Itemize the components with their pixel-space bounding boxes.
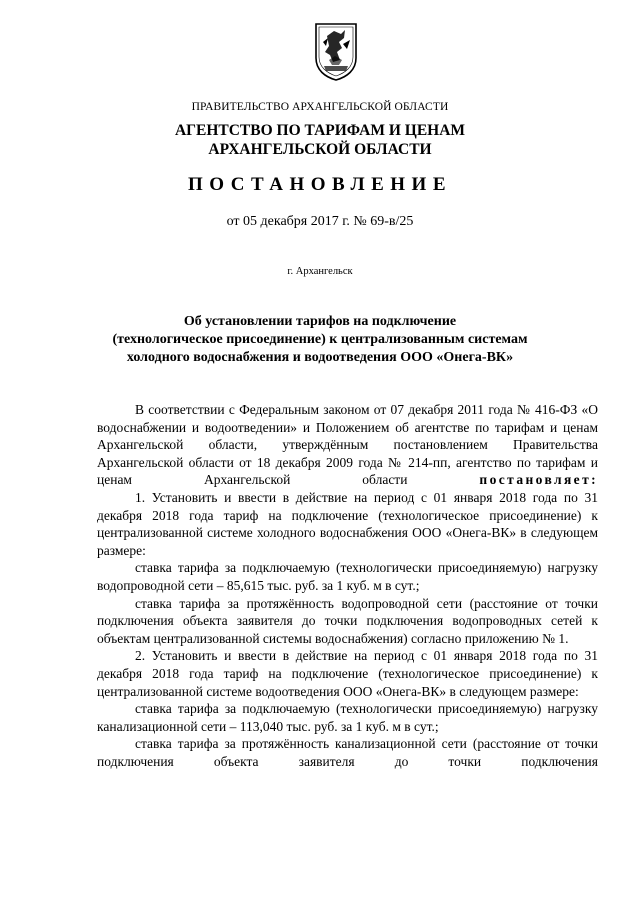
agency-name-line-2: АРХАНГЕЛЬСКОЙ ОБЛАСТИ (208, 141, 432, 158)
coat-of-arms-icon (313, 22, 359, 82)
document-type-title: ПОСТАНОВЛЕНИЕ (187, 174, 453, 195)
document-date-number: от 05 декабря 2017 г. № 69-в/25 (226, 214, 414, 229)
item-1-rate-length: ставка тарифа за протяжённость водопроводной сети (расстояние от точки подключения объекта заявителя до точки подключения водопроводных сетей к объектам централизованной системы водоснабжения) согласно приложению № 1. (97, 595, 598, 646)
document-city: г. Архангельск (287, 266, 353, 277)
intro-text: В соответствии с Федеральным законом от 07 декабря 2011 года № 416-ФЗ «О водоснабжении и водоотведении» и Положением об агентстве по тарифам и ценам Архангельской области, утверждённым постановлением Правительства Архангельской области от 18 декабря 2009 года № 214-пп, агентство по тарифам и ценам Архангельской области (97, 402, 598, 488)
agency-name-line-1: АГЕНТСТВО ПО ТАРИФАМ И ЦЕНАМ (174, 122, 466, 139)
subject-line-2: (технологическое присоединение) к централизованным системам (112, 332, 528, 347)
government-name: ПРАВИТЕЛЬСТВО АРХАНГЕЛЬСКОЙ ОБЛАСТИ (191, 101, 449, 113)
document-body (97, 401, 598, 770)
item-2-rate-load: ставка тарифа за подключаемую (технологически присоединяемую) нагрузку канализационной сети – 113,040 тыс. руб. за 1 куб. м в сут.; (97, 701, 598, 734)
agency-name (0, 121, 640, 159)
intro-paragraph (97, 401, 598, 489)
item-2-paragraph: 2. Установить и ввести в действие на период с 01 января 2018 года по 31 декабря 2018 года тариф на подключение (технологическое присоединение) к централизованной системе водоотведения ООО «Онега-ВК» в следующем размере: (97, 648, 598, 699)
item-1-paragraph: 1. Установить и ввести в действие на период с 01 января 2018 года по 31 декабря 2018 года тариф на подключение (технологическое присоединение) к централизованной системе холодного водоснабжения ООО «Онега-ВК» в следующем размере: (97, 489, 598, 558)
document-subject (0, 313, 640, 367)
resolves-keyword: постановляет: (479, 472, 598, 488)
item-1-rate-load: ставка тарифа за подключаемую (технологически присоединяемую) нагрузку водопроводной сети – 85,615 тыс. руб. за 1 куб. м в сут.; (97, 560, 598, 593)
subject-line-3: холодного водоснабжения и водоотведения ООО «Онега-ВК» (126, 350, 514, 365)
item-2-rate-length: ставка тарифа за протяжённость канализационной сети (расстояние от точки подключения объекта заявителя до точки подключения (97, 736, 598, 769)
subject-line-1: Об установлении тарифов на подключение (183, 314, 457, 329)
